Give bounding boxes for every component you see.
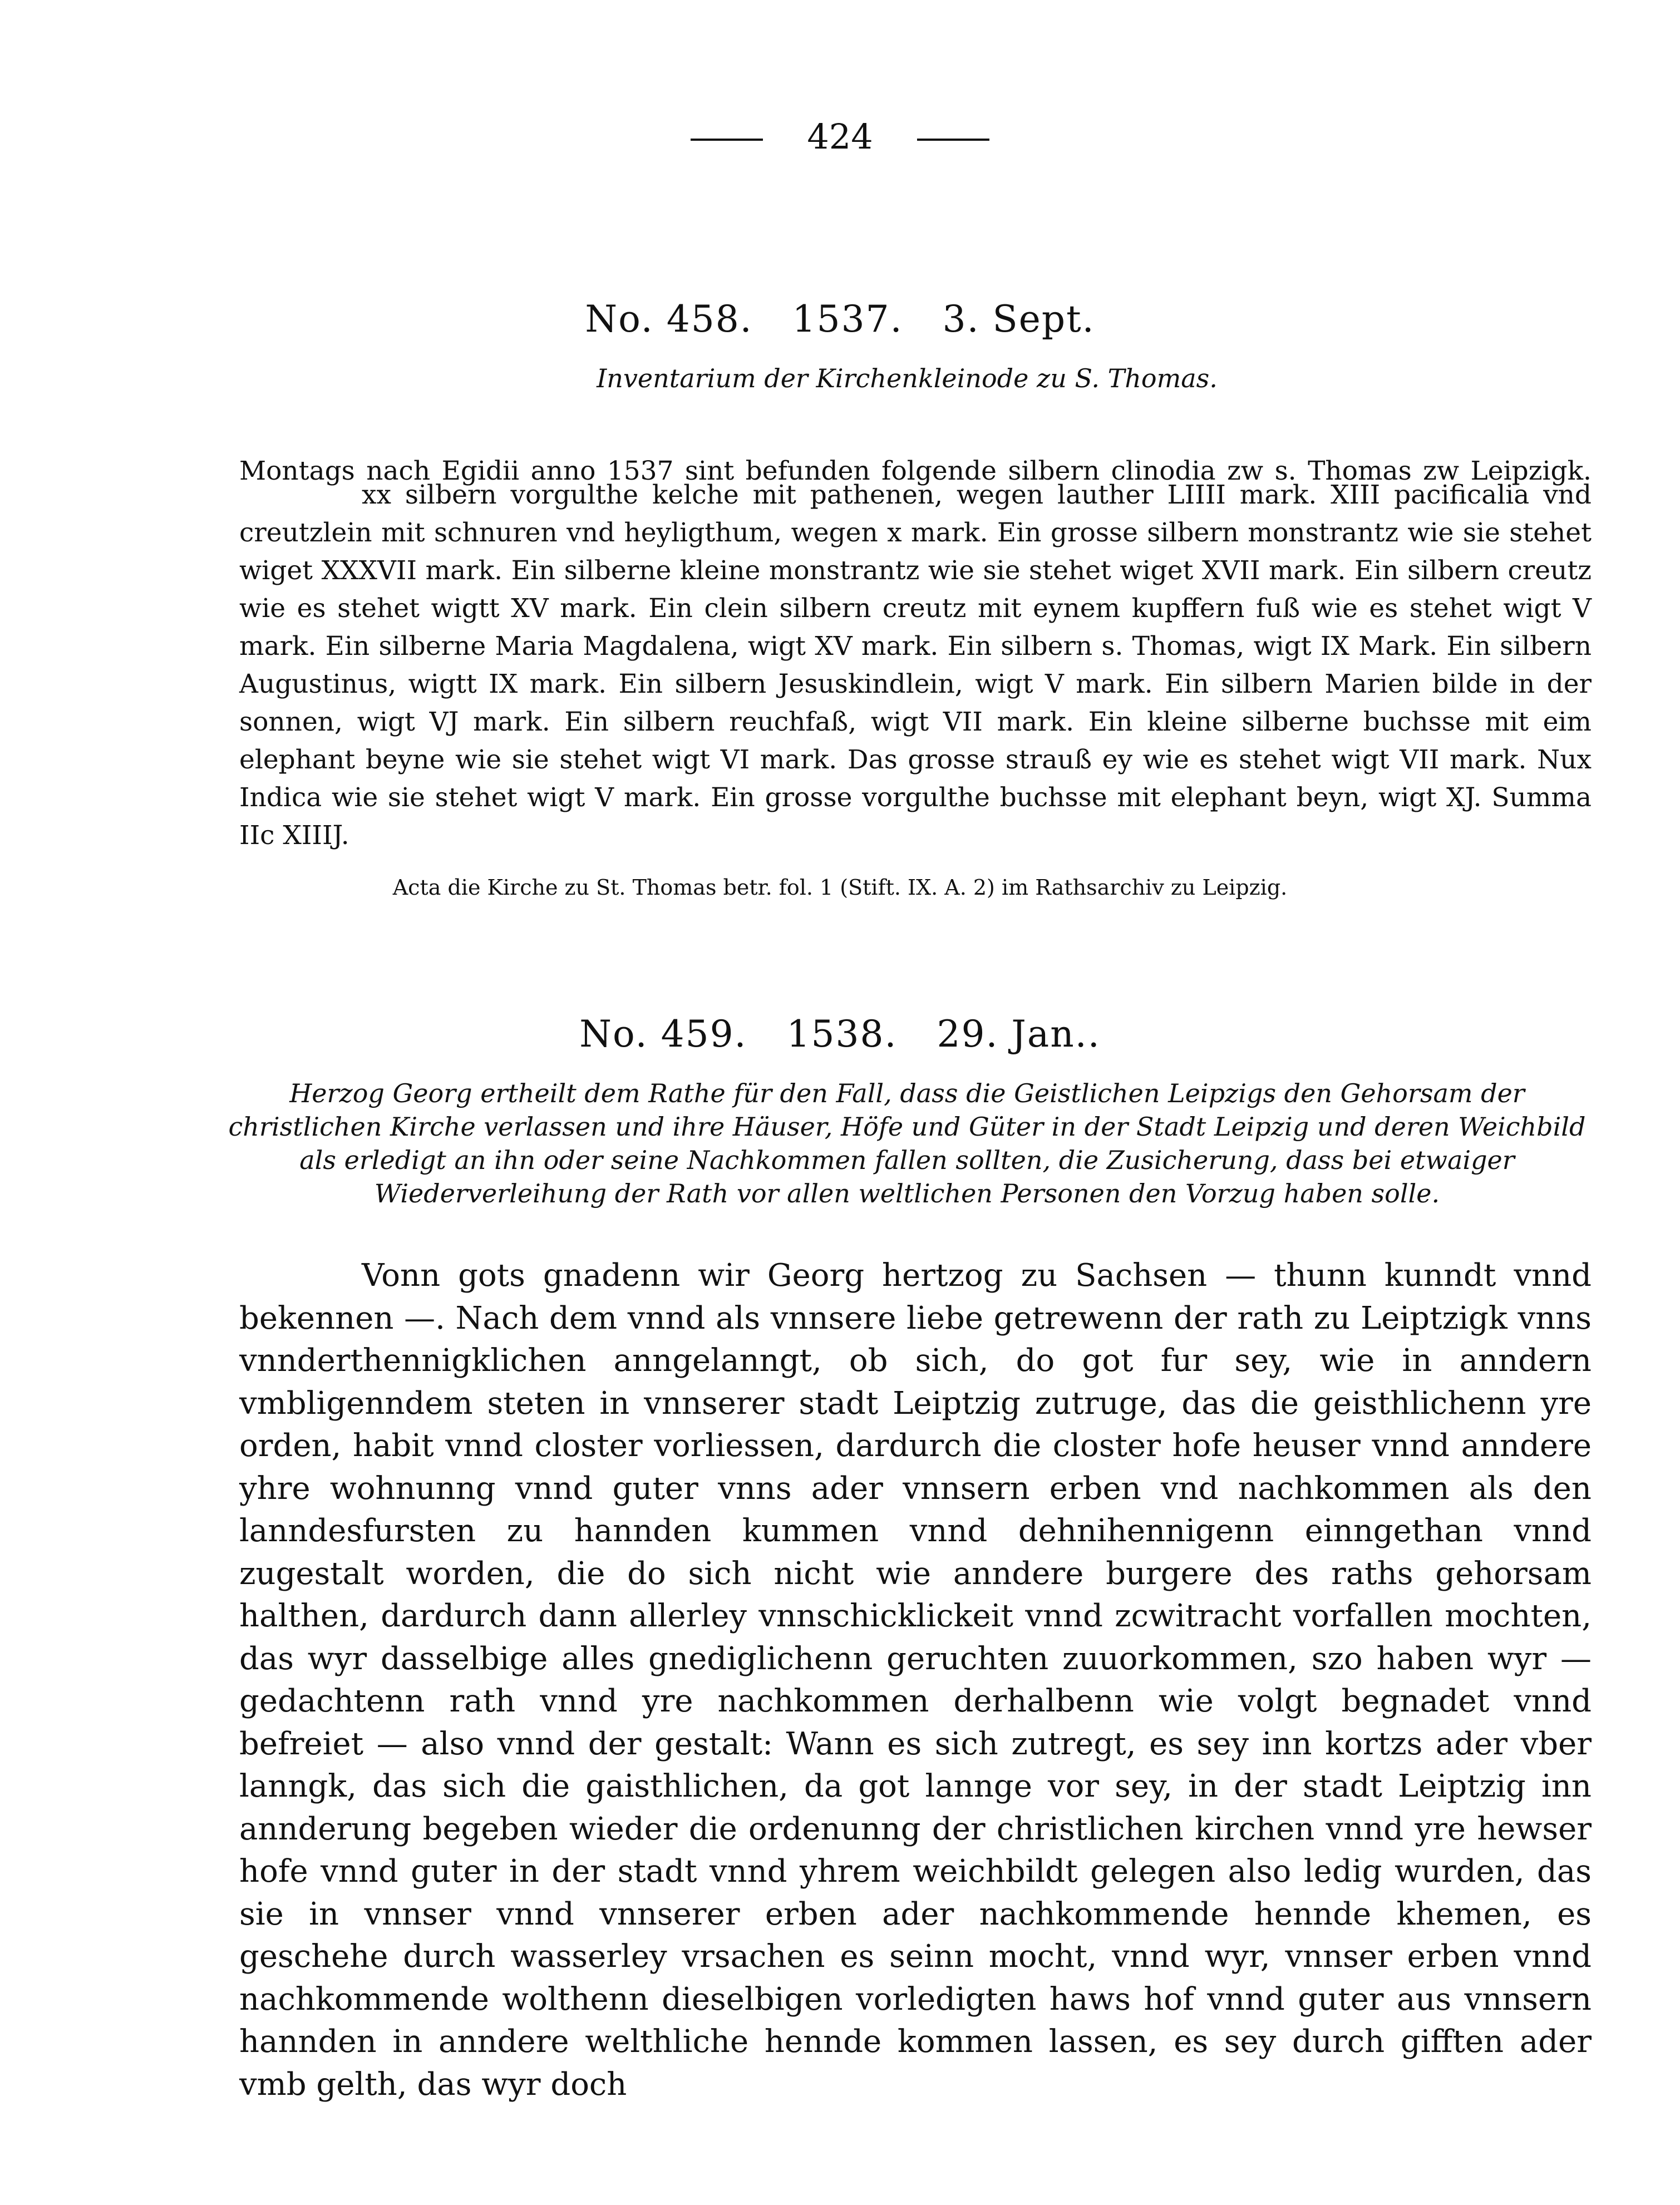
entry-number: No. 459. bbox=[579, 1013, 747, 1055]
page-header bbox=[0, 116, 1680, 157]
entry-subtitle: Herzog Georg ertheilt dem Rathe für den Fall, dass die Geistlichen Leipzigs den Gehorsam der christlichen Kirche verlassen und ihre Häuser, Höfe und Güter in der Stadt Leipzig und deren Weichbild als erledigt an ihn oder seine Nachkommen fallen sollten, die Zusicherung, dass bei etwaiger Wiederverleihung der Rath vor allen weltlichen Personen den Vorzug haben solle. bbox=[228, 1078, 1586, 1208]
entry-date: 29. Jan.. bbox=[937, 1013, 1101, 1055]
entry-number: No. 458. bbox=[585, 298, 753, 341]
entry-date: 3. Sept. bbox=[942, 298, 1095, 341]
entry-year: 1538. bbox=[786, 1013, 898, 1055]
entry-heading bbox=[0, 1013, 1680, 1055]
entry-heading bbox=[0, 298, 1680, 341]
header-rule-left bbox=[691, 139, 763, 141]
page-number: 424 bbox=[807, 116, 873, 157]
entry-intro: Montags nach Egidii anno 1537 sint befunden folgende silbern clinodia zw s. Thomas zw Leipzigk. bbox=[239, 456, 1592, 486]
entry-body: Vonn gots gnadenn wir Georg hertzog zu Sachsen — thunn kunndt vnnd bekennen —. Nach dem vnnd als vnnsere liebe getrewenn der rath zu Leiptzigk vnns vnnderthennigklichen anngelanngt, ob sich, do got fur sey, wie in anndern vmbligenndem steten in vnnserer stadt Leiptzig zutruge, das die geisthlichenn yre orden, habit vnnd closter vorliessen, dardurch die closter hofe heuser vnnd anndere yhre wohnunng vnnd guter vnns ader vnnsern erben vnd nachkommen als den lanndesfursten zu hannden kummen vnnd dehnihennigenn einngethan vnnd zugestalt worden, die do sich nicht wie anndere burgere des raths gehorsam halthen, dardurch dann allerley vnnschicklickeit vnnd zcwitracht vorfallen mochten, das wyr dasselbige alles gnediglichenn geruchten zuuorkommen, szo haben wyr — gedachtenn rath vnnd yre nachkommen derhalbenn wie volgt begnadet vnnd befreiet — also vnnd der gestalt: Wann es sich zutregt, es sey inn kortzs ader vber lanngk, das sich die gaisthlichen, da got lannge vor sey, in der stadt Leiptzig inn annderung begeben wieder die ordenunng der christlichen kirchen vnnd yre hewser hofe vnnd guter in der stadt vnnd yhrem weichbildt gelegen also ledig wurden, das sie in vnnser vnnd vnnserer erben ader nachkommende hennde khemen, es geschehe durch wasserley vrsachen es seinn mocht, vnnd wyr, vnnser erben vnnd nachkommende wolthenn dieselbigen vorledigten haws hof vnnd guter aus vnnsern hannden in anndere welthliche hennde kommen lassen, es sey durch gifften ader vmb gelth, das wyr doch bbox=[239, 1257, 1592, 2103]
header-rule-right bbox=[917, 139, 989, 141]
entry-body: xx silbern vorgulthe kelche mit pathenen, wegen lauther LIIII mark. XIII pacificalia vnd creutzlein mit schnuren vnd heyligthum, wegen x mark. Ein grosse silbern monstrantz wie sie stehet wiget XXXVII mark. Ein silberne kleine monstrantz wie sie stehet wiget XVII mark. Ein silbern creutz wie es stehet wigtt XV mark. Ein clein silbern creutz mit eynem kupffern fuß wie es stehet wigt V mark. Ein silberne Maria Magdalena, wigt XV mark. Ein silbern s. Thomas, wigt IX Mark. Ein silbern Augustinus, wigtt IX mark. Ein silbern Jesuskindlein, wigt V mark. Ein silbern Marien bilde in der sonnen, wigt VJ mark. Ein silbern reuchfaß, wigt VII mark. Ein kleine silberne buchsse mit eim elephant beyne wie sie stehet wigt VI mark. Das grosse strauß ey wie es stehet wigt VII mark. Nux Indica wie sie stehet wigt V mark. Ein grosse vorgulthe buchsse mit elephant beyn, wigt XJ. Summa IIc XIIIJ. bbox=[239, 480, 1592, 851]
entry-year: 1537. bbox=[792, 298, 903, 341]
source-citation: Acta die Kirche zu St. Thomas betr. fol. 1 (Stift. IX. A. 2) im Rathsarchiv zu Leipzig. bbox=[392, 875, 1288, 900]
entry-subtitle: Inventarium der Kirchenkleinode zu S. Thomas. bbox=[597, 363, 1218, 393]
